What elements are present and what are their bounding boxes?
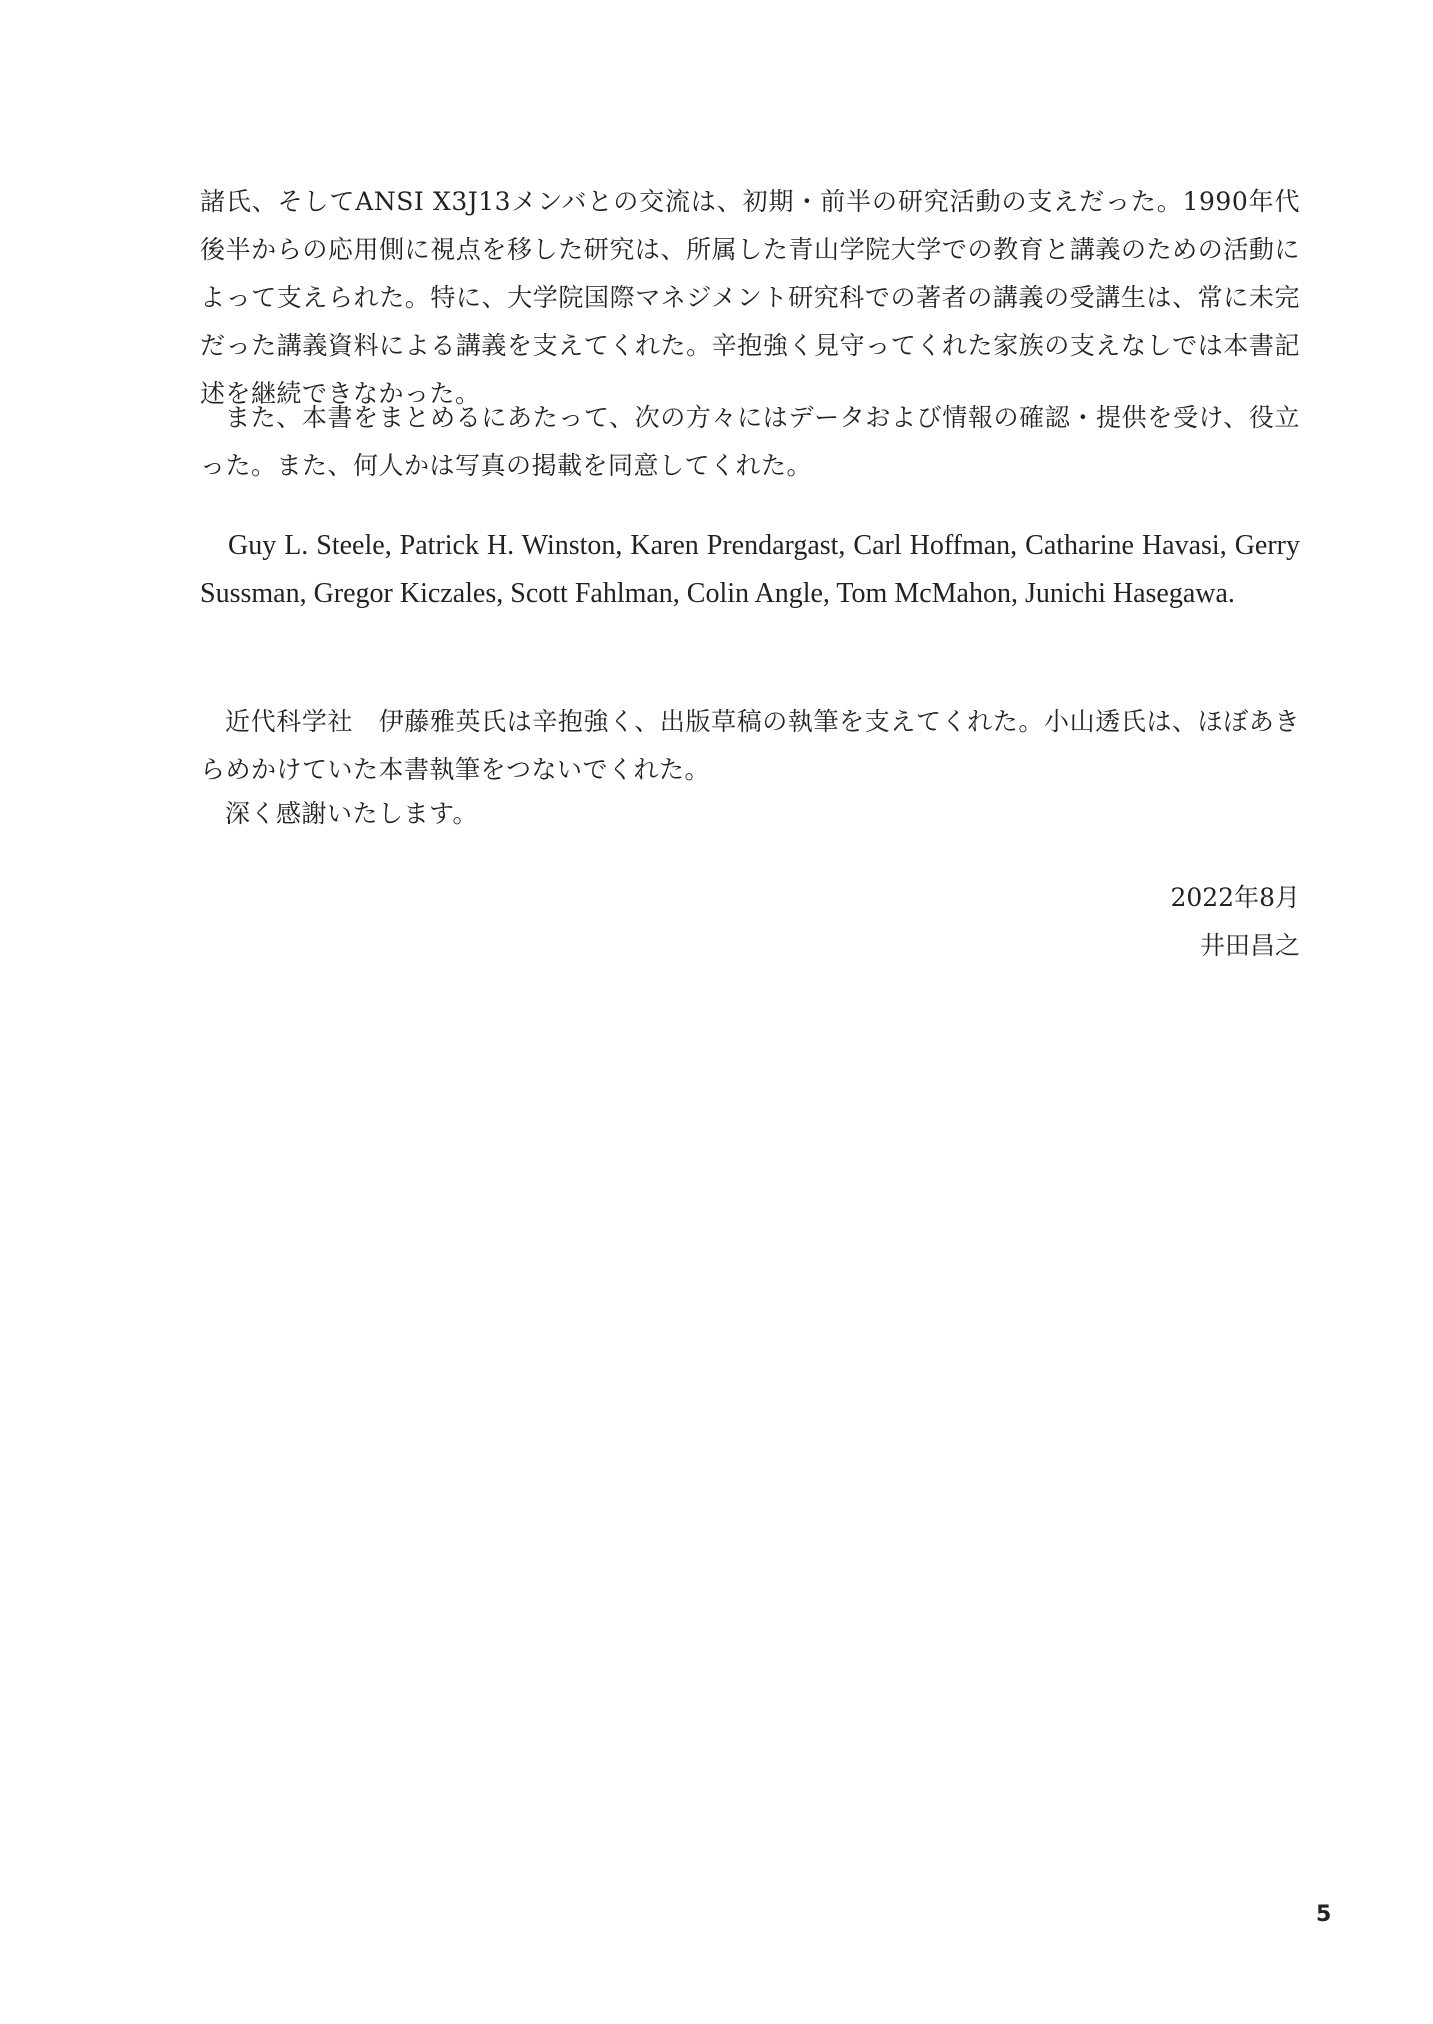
- acknowledgement-paragraph-2: また、本書をまとめるにあたって、次の方々にはデータおよび情報の確認・提供を受け、役立った。また、何人かは写真の掲載を同意してくれた。: [200, 403, 1300, 480]
- signature-date: 2022年8月: [1170, 883, 1300, 912]
- signature-author: 井田昌之: [1199, 931, 1300, 960]
- closing-thanks: 深く感謝いたします。: [225, 799, 479, 828]
- acknowledgement-paragraph-1: 諸氏、そしてANSI X3J13メンバとの交流は、初期・前半の研究活動の支えだった。1990年代後半からの応用側に視点を移した研究は、所属した青山学院大学での教育と講義のための活動によって支えられた。特に、大学院国際マネジメント研究科での著者の講義の受講生は、常に未完だった講義資料による講義を支えてくれた。辛抱強く見守ってくれた家族の支えなしでは本書記述を継続できなかった。: [200, 187, 1300, 408]
- acknowledgement-paragraph-3: 近代科学社 伊藤雅英氏は辛抱強く、出版草稿の執筆を支えてくれた。小山透氏は、ほぼあきらめかけていた本書執筆をつないでくれた。: [200, 707, 1300, 784]
- signature-block: [1170, 874, 1300, 970]
- acknowledged-names-list: Guy L. Steele, Patrick H. Winston, Karen Prendargast, Carl Hoffman, Catharine Havasi, Gerry Sussman, Gregor Kiczales, Scott Fahlman, Colin Angle, Tom McMahon, Junichi Hasegawa.: [200, 530, 1300, 609]
- page-number: 5: [1316, 1902, 1332, 1927]
